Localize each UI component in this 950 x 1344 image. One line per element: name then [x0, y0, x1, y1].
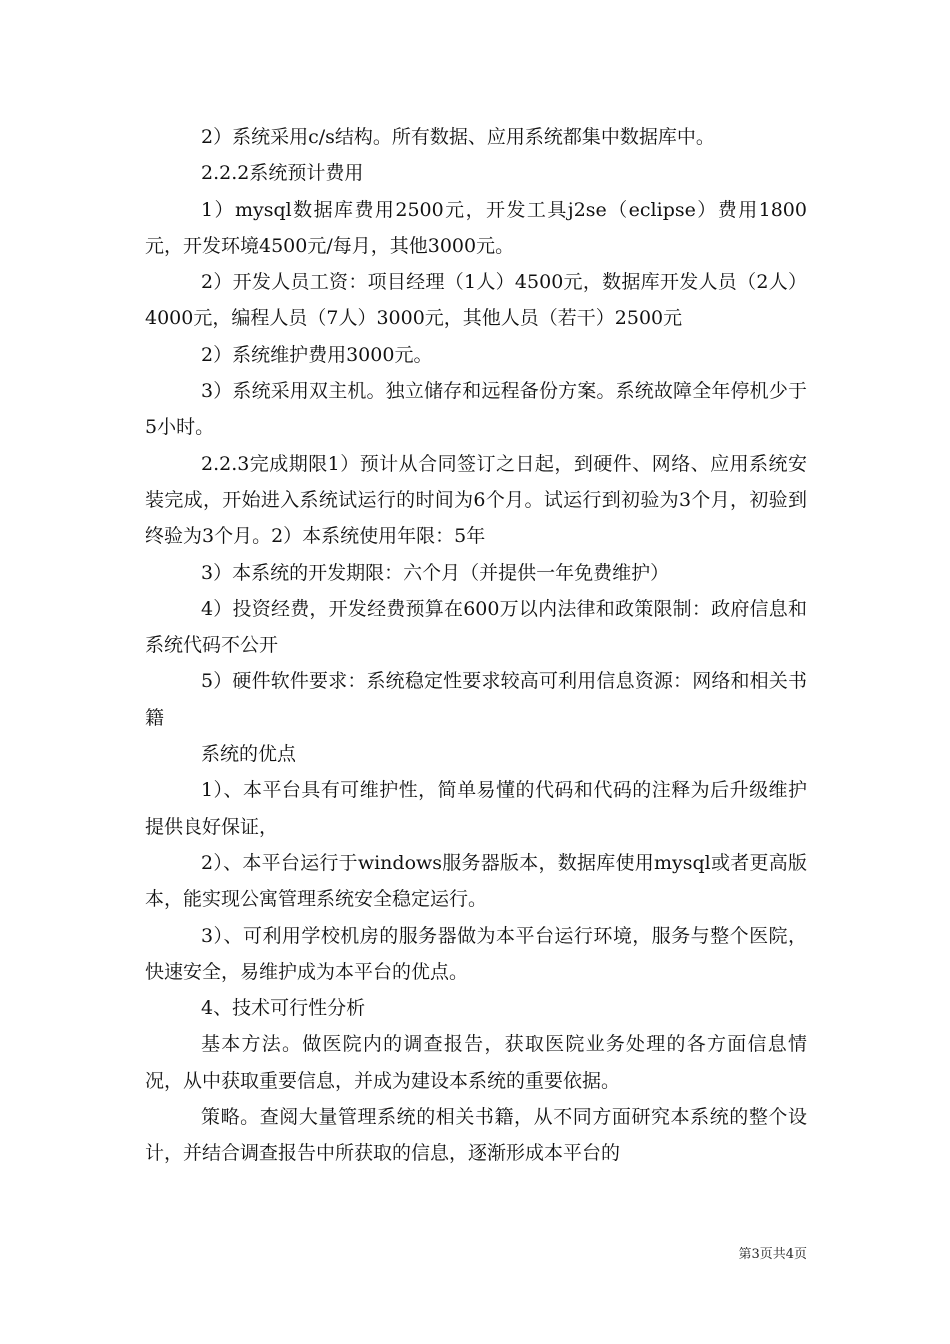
paragraph-strategy: 策略。查阅大量管理系统的相关书籍，从不同方面研究本系统的整个设计，并结合调查报告中所获取的信息，逐渐形成本平台的 [145, 1106, 807, 1165]
paragraph-staff-salary: 2）开发人员工资：项目经理（1人）4500元，数据库开发人员（2人）4000元，编程人员（7人）3000元，其他人员（若干）2500元 [145, 271, 807, 330]
paragraph-dual-host: 3）系统采用双主机。独立储存和远程备份方案。系统故障全年停机少于5小时。 [145, 380, 807, 439]
heading-technical-feasibility: 4、技术可行性分析 [201, 997, 366, 1020]
document-body [145, 119, 807, 1172]
paragraph-advantage-1: 1）、本平台具有可维护性，简单易懂的代码和代码的注释为后升级维护提供良好保证， [145, 779, 807, 838]
paragraph-investment: 4）投资经费，开发经费预算在600万以内法律和政策限制：政府信息和系统代码不公开 [145, 597, 807, 657]
paragraph-dev-period: 3）本系统的开发期限：六个月（并提供一年免费维护） [201, 561, 670, 584]
heading-system-advantages: 系统的优点 [201, 743, 297, 766]
paragraph-advantage-2: 2）、本平台运行于windows服务器版本，数据库使用mysql或者更高版本，能实现公寓管理系统安全稳定运行。 [145, 851, 807, 911]
paragraph-hw-sw-requirements: 5）硬件软件要求：系统稳定性要求较高可利用信息资源：网络和相关书籍 [145, 670, 807, 729]
page-number-footer: 第3页共4页 [738, 1247, 807, 1262]
paragraph-mysql-cost: 1）mysql数据库费用2500元，开发工具j2se（eclipse）费用1800元，开发环境4500元/每月，其他3000元。 [145, 198, 807, 257]
paragraph-advantage-3: 3）、可利用学校机房的服务器做为本平台运行环境，服务与整个医院，快速安全，易维护成为本平台的优点。 [145, 924, 807, 983]
paragraph-basic-method: 基本方法。做医院内的调查报告，获取医院业务处理的各方面信息情况，从中获取重要信息，并成为建设本系统的重要依据。 [145, 1033, 807, 1092]
heading-estimated-cost: 2.2.2系统预计费用 [201, 162, 364, 185]
paragraph-maintenance-cost: 2）系统维护费用3000元。 [201, 343, 433, 366]
paragraph-deadline: 2.2.3完成期限1）预计从合同签订之日起，到硬件、网络、应用系统安装完成，开始进入系统试运行的时间为6个月。试运行到初验为3个月，初验到终验为3个月。2）本系统使用年限：5年 [145, 452, 807, 548]
paragraph-cs-structure: 2）系统采用c/s结构。所有数据、应用系统都集中数据库中。 [201, 126, 715, 148]
